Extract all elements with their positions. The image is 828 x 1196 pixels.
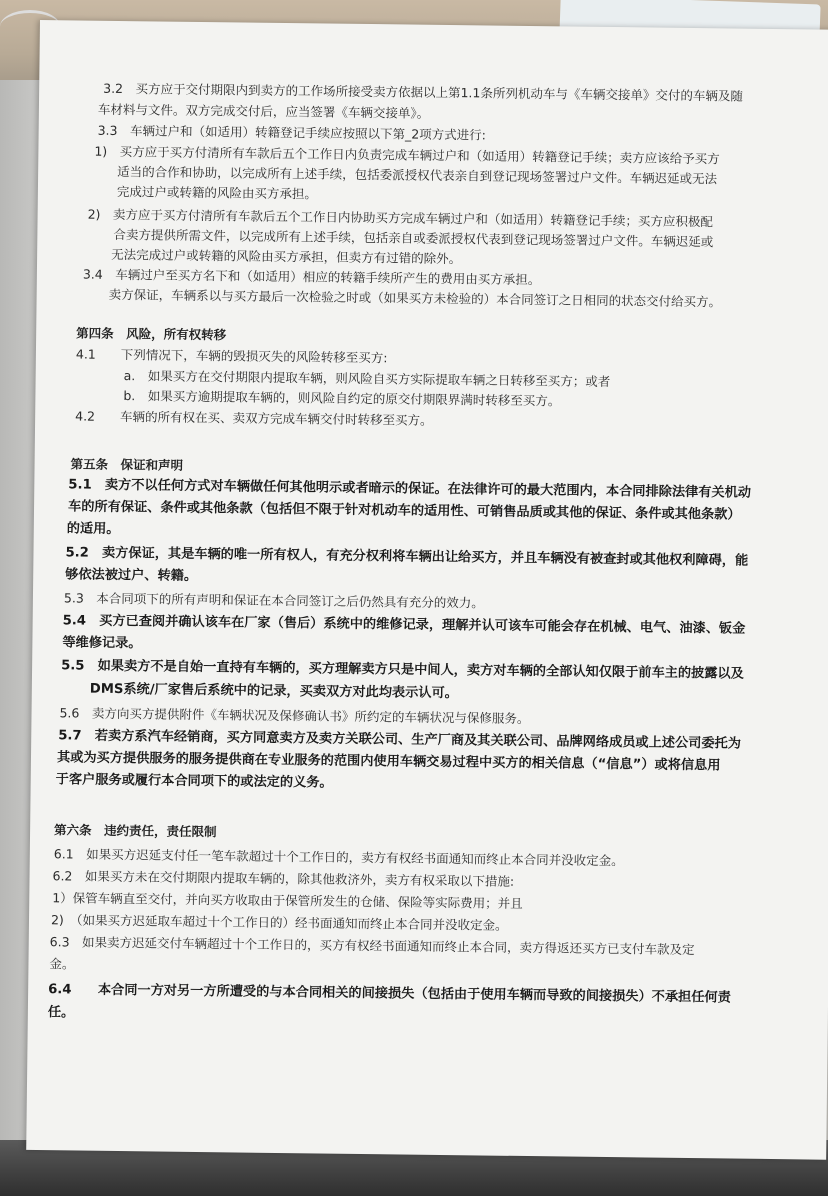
clause-4-2: 4.2 车辆的所有权在买、卖双方完成车辆交付时转移至买方。 <box>75 408 433 428</box>
clause-3-3-2-line-1: 2) 卖方应于买方付清所有车款后五个工作日内协助买方完成车辆过户和（如适用）转籍登记手续；买方应积极配 <box>87 206 714 230</box>
contract-page <box>26 20 828 1160</box>
clause-5-1-line-2: 车的所有保证、条件或其他条款（包括但不限于针对机动车的适用性、可销售品质或其他的保证、条件或其他条款） <box>67 499 741 523</box>
clause-4-1-b: b. 如果买方逾期提取车辆的，则风险自约定的原交付期限界满时转移至买方。 <box>123 388 561 409</box>
clause-6-2-1: 1）保管车辆直至交付，并向买方收取由于保管所发生的仓储、保险等实际费用；并且 <box>52 890 523 911</box>
article-4-heading: 第四条 风险，所有权转移 <box>76 325 227 343</box>
clause-3-3-1-line-2: 适当的合作和协助，以完成所有上述手续，包括委派授权代表亲自到登记现场签署过户文件。车辆迟延或无法 <box>117 163 718 187</box>
clause-5-5-line-1: 5.5 如果卖方不是自始一直持有车辆的，买方理解卖方只是中间人，卖方对车辆的全部认知仅限于前车主的披露以及 <box>61 658 744 682</box>
clause-3-3-2-line-3: 无法完成过户或转籍的风险由买方承担，但卖方有过错的除外。 <box>111 246 462 267</box>
clause-5-3: 5.3 本合同项下的所有声明和保证在本合同签订之后仍然具有充分的效力。 <box>63 590 484 611</box>
clause-5-7-line-1: 5.7 若卖方系汽车经销商，买方同意卖方及卖方关联公司、生产厂商及其关联公司、品牌网络成员或上述公司委托为 <box>58 728 742 752</box>
clause-6-4-line-1: 6.4 本合同一方对另一方所遭受的与本合同相关的间接损失（包括由于使用车辆而导致的间接损失）不承担任何责 <box>48 982 731 1006</box>
clause-3-2-line-1: 3.2 买方应于交付期限内到卖方的工作场所接受卖方依据以上第1.1条所列机动车与《车辆交接单》交付的车辆及随 <box>103 80 743 104</box>
clause-5-4-line-1: 5.4 买方已查阅并确认该车在厂家（售后）系统中的维修记录，理解并认可该车可能会存在机械、电气、油漆、钣金 <box>62 613 746 637</box>
clause-3-3-1-line-3: 完成过户或转籍的风险由买方承担。 <box>116 183 318 202</box>
clause-3-2-line-2: 车材料与文件。双方完成交付后，应当签署《车辆交接单》。 <box>97 101 430 121</box>
clause-6-4-line-2: 任。 <box>47 1005 75 1021</box>
clause-3-3: 3.3 车辆过户和（如适用）转籍登记手续应按照以下第_2项方式进行: <box>97 122 487 143</box>
clause-5-1-line-3: 的适用。 <box>66 521 120 538</box>
clause-3-4-warranty: 卖方保证，车辆系以与买方最后一次检验之时或（如果买方未检验的）本合同签订之日相同的状态交付给买方。 <box>108 286 722 310</box>
clause-5-6: 5.6 卖方向买方提供附件《车辆状况及保修确认书》所约定的车辆状况与保修服务。 <box>59 705 530 727</box>
clause-3-3-2-line-2: 合卖方提供所需文件，以完成所有上述手续，包括亲自或委派授权代表到登记现场签署过户文件。车辆迟延或 <box>113 226 714 250</box>
clause-3-3-1-line-1: 1) 买方应于买方付清所有车款后五个工作日内负责完成车辆过户和（如适用）转籍登记手续；卖方应该给予买方 <box>94 143 720 167</box>
clause-4-1-a: a. 如果买方在交付期限内提取车辆，则风险自买方实际提取车辆之日转移至买方；或者 <box>123 368 611 389</box>
clause-5-1-line-1: 5.1 卖方不以任何方式对车辆做任何其他明示或者暗示的保证。在法律许可的最大范围内，本合同排除法律有关机动 <box>68 477 752 501</box>
clause-5-5-line-2: DMS系统/厂家售后系统中的记录，买卖双方对此均表示认可。 <box>89 681 458 702</box>
clause-6-3-line-1: 6.3 如果卖方迟延交付车辆超过十个工作日的，买方有权经书面通知而终止本合同，卖方得返还买方已支付车款及定 <box>49 934 695 958</box>
article-6-heading: 第六条 违约责任，责任限制 <box>54 822 217 840</box>
clause-5-7-line-2: 其或为买方提供服务的服务提供商在专业服务的范围内使用车辆交易过程中买方的相关信息（“信息”）或将信息用 <box>56 750 721 774</box>
clause-4-1: 4.1 下列情况下，车辆的毁损灭失的风险转移至买方: <box>75 346 388 366</box>
clause-6-2: 6.2 如果买方未在交付期限内提取车辆的，除其他救济外，卖方有权采取以下措施: <box>52 868 515 889</box>
clause-6-3-line-2: 金。 <box>49 956 75 972</box>
clause-5-7-line-3: 于客户服务或履行本合同项下的或法定的义务。 <box>55 772 333 791</box>
clause-5-4-line-2: 等维修记录。 <box>62 635 142 652</box>
article-5-heading: 第五条 保证和声明 <box>70 456 184 473</box>
clause-5-2-line-2: 够依法被过户、转籍。 <box>65 567 198 584</box>
clause-3-4: 3.4 车辆过户至买方名下和（如适用）相应的转籍手续所产生的费用由买方承担。 <box>82 266 541 288</box>
clause-6-2-2: 2) （如果买方迟延取车超过十个工作日的）经书面通知而终止本合同并没收定金。 <box>50 912 508 933</box>
clause-5-2-line-1: 5.2 卖方保证，其是车辆的唯一所有权人，有充分权利将车辆出让给买方，并且车辆没有被查封或其他权利障碍，能 <box>65 545 749 569</box>
clause-6-1: 6.1 如果买方迟延支付任一笔车款超过十个工作日的，卖方有权经书面通知而终止本合同并没收定金。 <box>53 846 624 869</box>
